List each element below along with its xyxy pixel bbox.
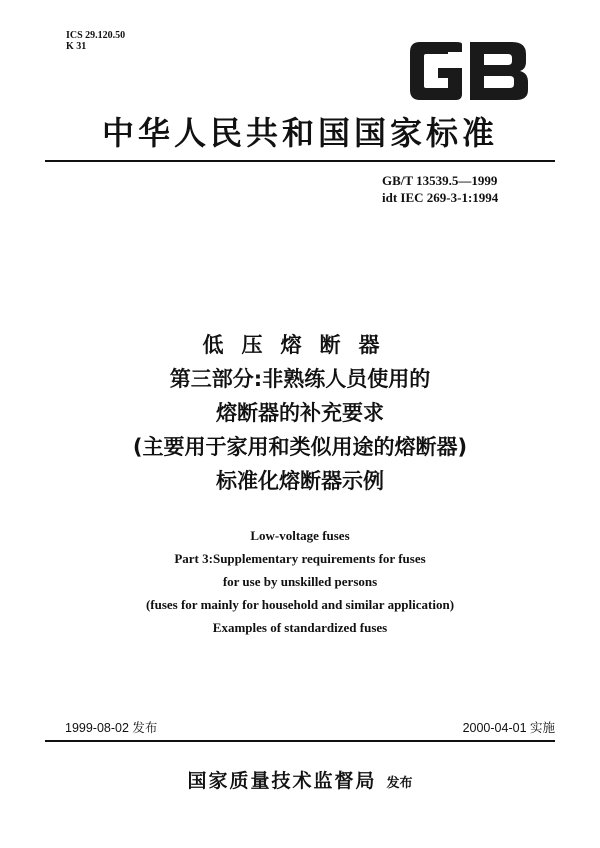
english-title-line-2: Part 3:Supplementary requirements for fuses	[174, 551, 426, 566]
chinese-title-line-5: 标准化熔断器示例	[216, 469, 384, 493]
english-title	[0, 524, 600, 639]
english-title-line-4: (fuses for mainly for household and similar application)	[145, 597, 455, 612]
standard-number: GB/T 13539.5—1999	[382, 173, 498, 188]
footer-divider	[45, 740, 555, 742]
classification-codes	[66, 30, 125, 52]
issuer-name: 国家质量技术监督局	[187, 770, 377, 792]
chinese-title-line-1: 低压熔断器	[202, 333, 398, 357]
english-title-line-3: for use by unskilled persons	[222, 574, 378, 589]
issuer-line	[0, 766, 600, 793]
header-divider	[45, 160, 555, 162]
chinese-title-line-4: (主要用于家用和类似用途的熔断器)	[132, 435, 468, 459]
english-title-line-1: Low-voltage fuses	[250, 528, 350, 543]
standard-number-block	[382, 172, 498, 206]
gb-logo	[404, 40, 532, 102]
gb-logo-text: GB	[468, 80, 470, 81]
english-title-line-5: Examples of standardized fuses	[212, 620, 388, 635]
issue-date: 1999-08-02 发布	[65, 721, 158, 735]
ics-code: ICS 29.120.50	[66, 30, 126, 41]
gb-logo-b-shape	[470, 42, 528, 100]
issuer-release: 发布	[386, 776, 413, 791]
chinese-title-line-2: 第三部分:非熟练人员使用的	[169, 367, 431, 391]
chinese-title	[0, 328, 600, 498]
effective-date: 2000-04-01 实施	[462, 721, 555, 735]
gb-logo-g-shape	[410, 42, 462, 100]
chinese-title-line-3: 熔断器的补充要求	[216, 401, 384, 425]
national-standard-title: 中华人民共和国国家标准	[101, 114, 498, 152]
standard-equivalent: idt IEC 269-3-1:1994	[382, 190, 499, 205]
ccs-code: K 31	[66, 41, 87, 52]
